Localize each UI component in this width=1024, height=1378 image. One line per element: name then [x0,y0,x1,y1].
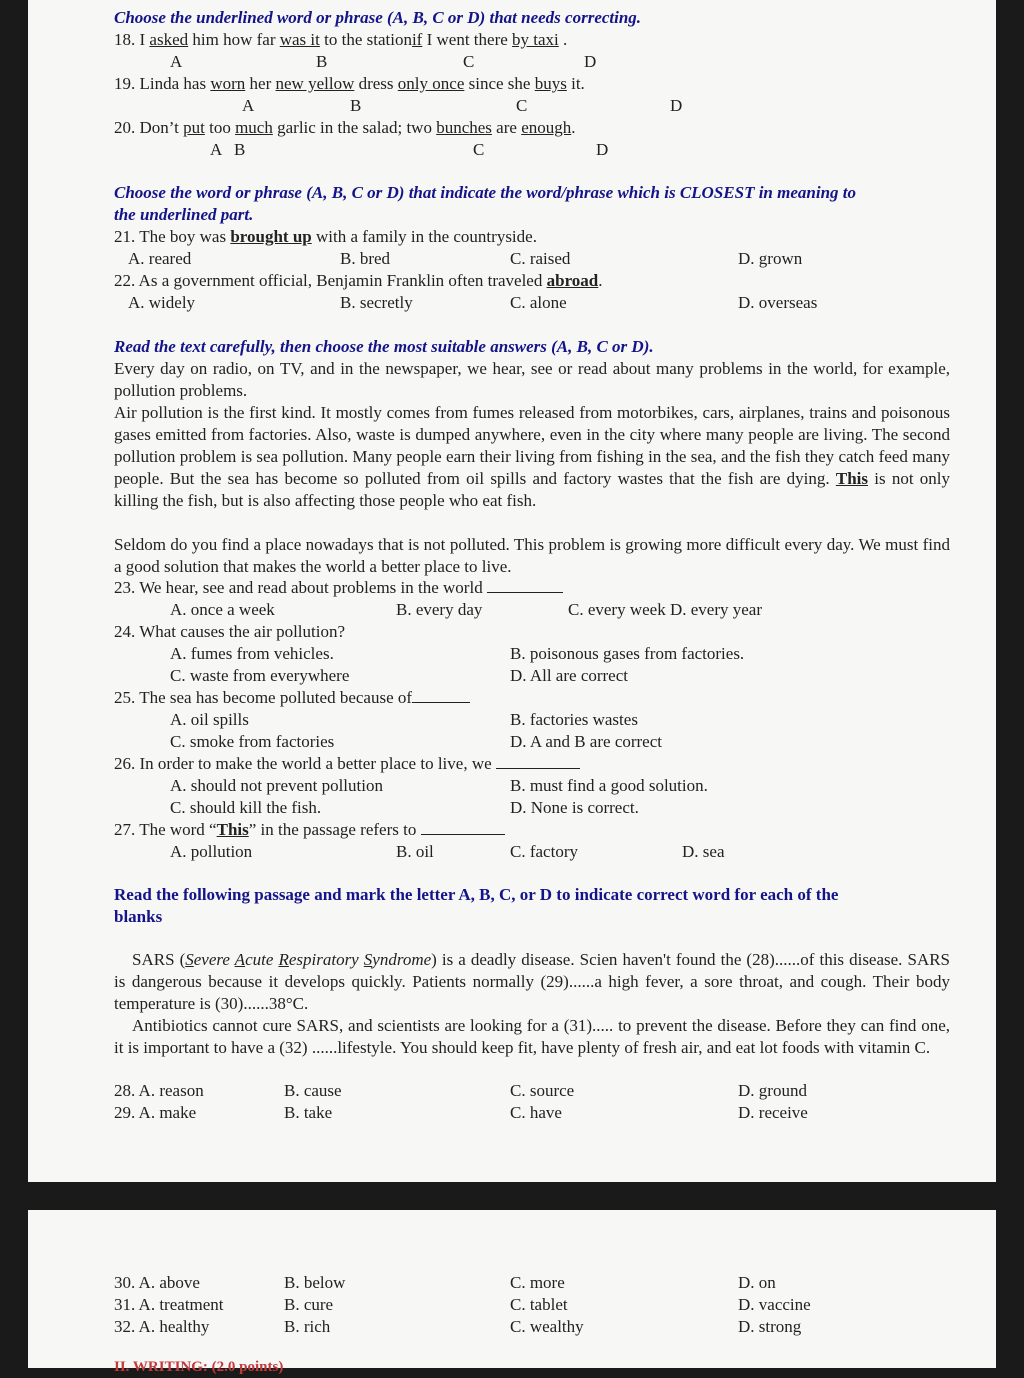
section2-heading-line2: the underlined part. [114,205,254,224]
question-20: 20. Don’t put too much garlic in the salad; two bunches are enough. [114,118,576,137]
q31-option-c: C. tablet [510,1295,568,1314]
q24-option-c: C. waste from everywhere [170,666,350,685]
answer-blank [412,688,470,703]
q21-option-c: C. raised [510,249,571,268]
q27-option-c: C. factory [510,842,578,861]
q29-option-b: B. take [284,1103,333,1122]
sars-paragraph-2: Antibiotics cannot cure SARS, and scientists are looking for a (31)..... to prevent the disease. Before they can find one, it is important to have a (32) ......lifestyle. You should keep fit, have plenty of fresh air, and eat lot foods with vitamin C. [114,1016,950,1057]
q22-option-b: B. secretly [340,293,413,312]
q25-option-b: B. factories wastes [510,710,638,729]
q27-option-a: A. pollution [170,842,253,861]
question-27: 27. The word “This” in the passage refers to [114,819,505,841]
q23-option-cd: C. every week D. every year [568,600,762,619]
q22-option-a: A. widely [128,293,196,312]
q30-option-b: B. below [284,1273,346,1292]
q31-option-a: 31. A. treatment [114,1295,224,1314]
q21-option-b: B. bred [340,249,391,268]
question-25: 25. The sea has become polluted because of [114,687,470,709]
q29-option-a: 29. A. make [114,1103,197,1122]
q24-option-b: B. poisonous gases from factories. [510,644,745,663]
section4-heading-line1: Read the following passage and mark the letter A, B, C, or D to indicate correct word for each of the [114,885,839,904]
question-18: 18. I asked him how far was it to the stationif I went there by taxi . [114,30,568,49]
q27-option-d: D. sea [682,842,725,861]
q31-option-d: D. vaccine [738,1295,811,1314]
q27-option-b: B. oil [396,842,434,861]
q19-letter-b: B [350,96,362,115]
page-1 [28,0,996,1182]
q21-option-a: A. reared [128,249,192,268]
q32-option-b: B. rich [284,1317,331,1336]
q25-option-c: C. smoke from factories [170,732,335,751]
q26-option-a: A. should not prevent pollution [170,776,383,795]
question-24: 24. What causes the air pollution? [114,622,346,641]
q28-option-b: B. cause [284,1081,342,1100]
q19-letter-c: C [516,96,528,115]
passage-paragraph-3: Seldom do you find a place nowadays that is not polluted. This problem is growing more difficult every day. We must find a good solution that makes the world a better place to live. [114,535,950,576]
q20-letter-d: D [596,140,609,159]
q28-option-d: D. ground [738,1081,807,1100]
q18-letter-a: A [170,52,183,71]
q21-option-d: D. grown [738,249,803,268]
q19-letter-a: A [242,96,255,115]
q28-option-c: C. source [510,1081,575,1100]
q20-letter-c: C [473,140,485,159]
q30-option-d: D. on [738,1273,776,1292]
passage-key-word: This [835,469,868,488]
q29-option-d: D. receive [738,1103,808,1122]
next-section-heading: II. WRITING: (2.0 points) [114,1359,284,1375]
question-21: 21. The boy was brought up with a family in the countryside. [114,227,537,246]
q32-option-a: 32. A. healthy [114,1317,210,1336]
q32-option-d: D. strong [738,1317,802,1336]
q28-option-a: 28. A. reason [114,1081,204,1100]
section1-heading: Choose the underlined word or phrase (A, B, C or D) that needs correcting. [114,8,642,27]
q29-option-c: C. have [510,1103,562,1122]
q22-option-d: D. overseas [738,293,818,312]
q20-letter-b: B [234,140,246,159]
q30-option-a: 30. A. above [114,1273,200,1292]
sars-paragraph-1: SARS (Severe Acute Respiratory Syndrome) is a deadly disease. Scien haven't found the (28)......of this disease. SARS is dangerous because it develops quickly. Patients normally (29)......a high fever, a sore throat, and cough. Their body temperature is (30)......38°C. [114,950,951,1013]
q25-option-d: D. A and B are correct [510,732,662,751]
q22-option-c: C. alone [510,293,567,312]
q23-option-a: A. once a week [170,600,275,619]
q30-option-c: C. more [510,1273,565,1292]
question-19: 19. Linda has worn her new yellow dress only once since she buys it. [114,74,585,93]
q24-option-a: A. fumes from vehicles. [170,644,334,663]
q23-option-b: B. every day [396,600,483,619]
question-26: 26. In order to make the world a better place to live, we [114,753,580,775]
q25-option-a: A. oil spills [170,710,249,729]
passage-paragraph-2: Air pollution is the first kind. It mostly comes from fumes released from motorbikes, cars, airplanes, trains and poisonous gases emitted from factories. Also, waste is dumped anywhere, even in the city where many people are living. The second pollution problem is sea pollution. Many people earn their living from fishing in the sea, and the fish they catch feed many people. But the sea has become so polluted from oil spills and factory wastes that the fish are dying. This is not only killing the fish, but is also affecting those people who eat fish. [114,403,951,510]
answer-blank [421,820,505,835]
question-22: 22. As a government official, Benjamin Franklin often traveled abroad. [114,271,603,290]
q18-letter-c: C [463,52,475,71]
q19-letter-d: D [670,96,683,115]
section2-heading-line1: Choose the word or phrase (A, B, C or D) that indicate the word/phrase which is CLOSEST in meaning to [114,183,856,202]
passage-paragraph-1: Every day on radio, on TV, and in the newspaper, we hear, see or read about many problems in the world, for example, pollution problems. [114,359,950,400]
question-23: 23. We hear, see and read about problems in the world [114,577,563,599]
answer-blank [487,578,563,593]
q32-option-c: C. wealthy [510,1317,584,1336]
q18-letter-b: B [316,52,328,71]
q18-letter-d: D [584,52,597,71]
page-2 [28,1210,996,1375]
q24-option-d: D. All are correct [510,666,628,685]
q31-option-b: B. cure [284,1295,334,1314]
q26-option-b: B. must find a good solution. [510,776,708,795]
q26-option-c: C. should kill the fish. [170,798,322,817]
section3-heading: Read the text carefully, then choose the most suitable answers (A, B, C or D). [114,337,654,356]
section4-heading-line2: blanks [114,907,163,926]
q26-option-d: D. None is correct. [510,798,639,817]
q20-letter-a: A [210,140,223,159]
answer-blank [496,754,580,769]
